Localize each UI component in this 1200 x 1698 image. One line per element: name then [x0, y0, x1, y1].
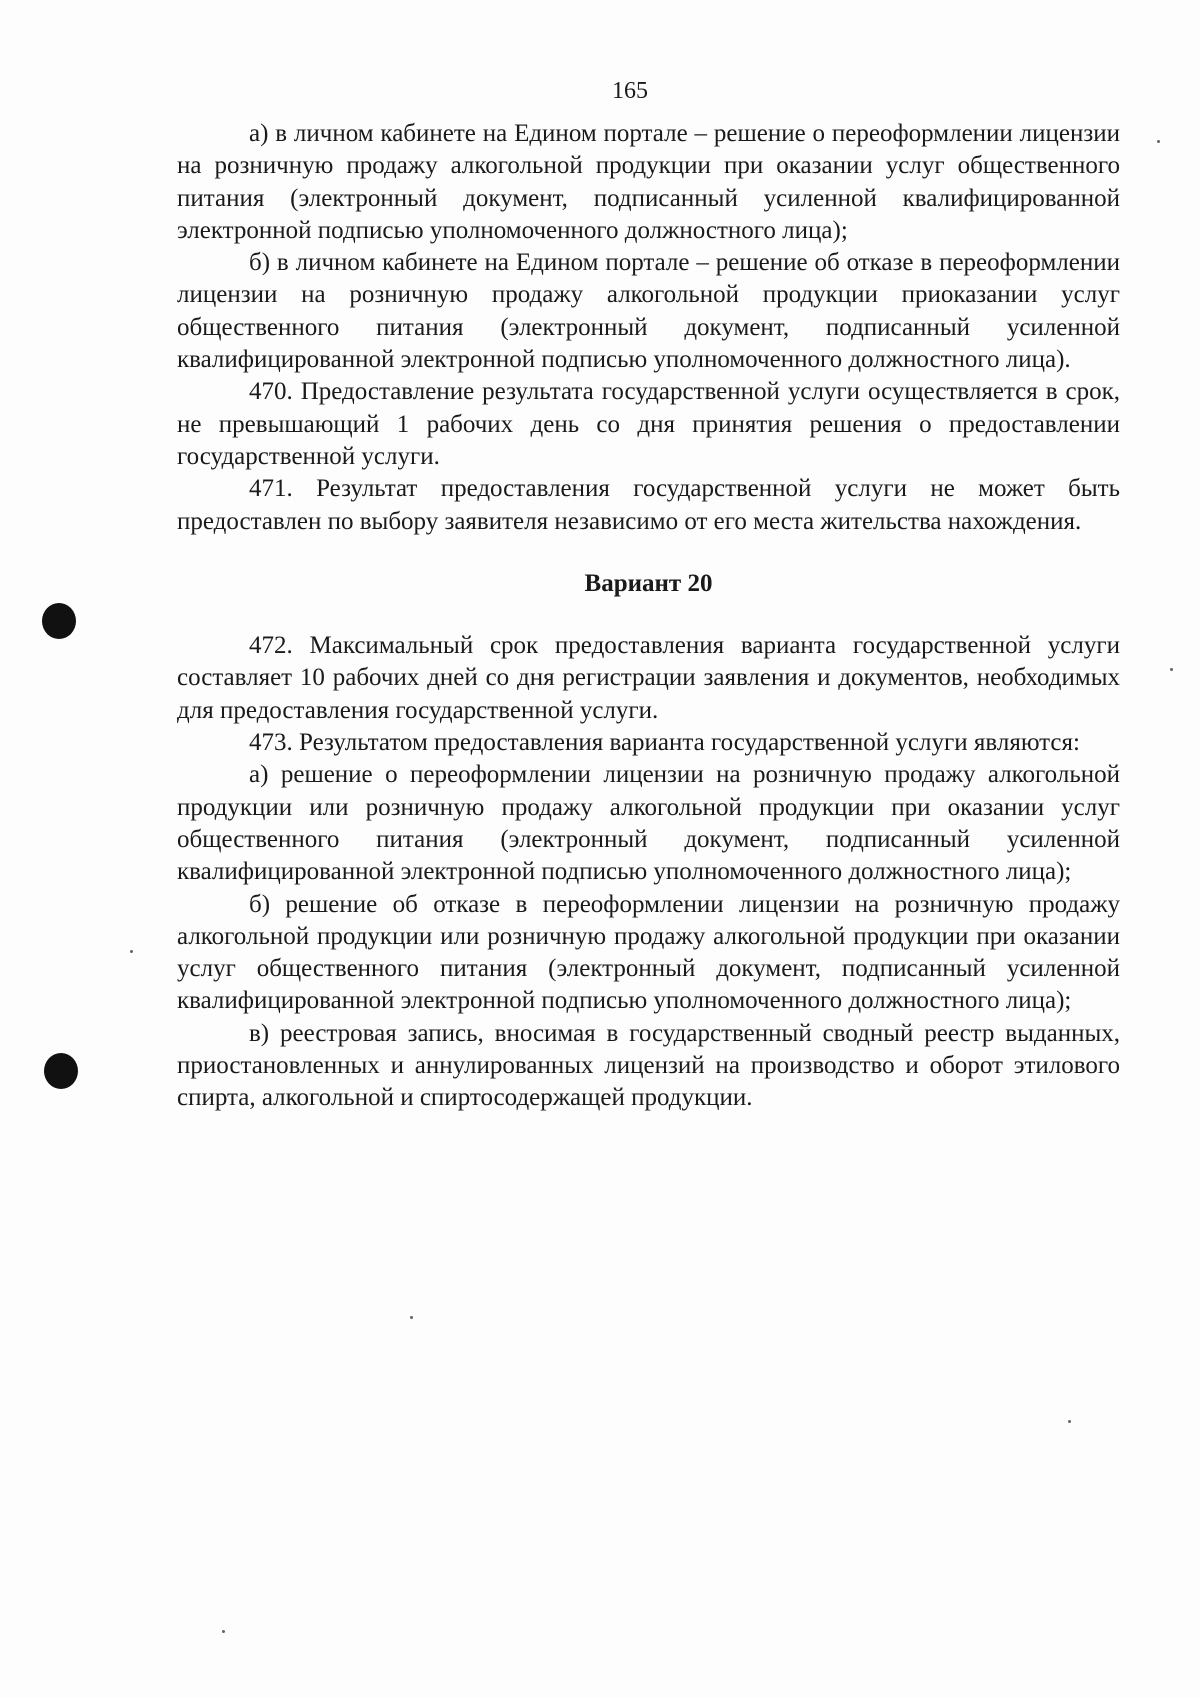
scan-speck — [130, 950, 133, 953]
scan-speck — [222, 1630, 225, 1633]
scan-speck — [1157, 140, 1160, 143]
scan-speck — [1068, 1420, 1071, 1423]
paragraph-471: 471. Результат предоставления государственной услуги не может быть предоставлен по выбору заявителя независимо от его места жительства нахождения. — [177, 475, 1120, 535]
paragraph-472: 472. Максимальный срок предоставления варианта государственной услуги составляет 10 рабочих дней со дня регистрации заявления и документов, необходимых для предоставления государственной услуги. — [177, 632, 1120, 724]
punch-hole-mark — [44, 1053, 78, 1089]
document-body — [177, 118, 1120, 1115]
paragraph-473-v: в) реестровая запись, вносимая в государственный сводный реестр выданных, приостановленных и аннулированных лицензий на производство и оборот этилового спирта, алкогольной и спиртосодержащей продукции. — [177, 1019, 1120, 1112]
paragraph-473: 473. Результатом предоставления варианта государственной услуги являются: — [249, 729, 1080, 757]
paragraph-470: 470. Предоставление результата государственной услуги осуществляется в срок, не превышающий 1 рабочих день со дня принятия решения о предоставлении государственной услуги. — [177, 378, 1120, 470]
page-number: 165 — [612, 78, 648, 104]
scan-speck — [410, 1316, 413, 1319]
paragraph-a-cabinet-decision: а) в личном кабинете на Едином портале – решение о переоформлении лицензии на розничную продажу алкогольной продукции при оказании услуг общественного питания (электронный документ, подписанный усиленной квалифицированной электронной подписью уполномоченного должностного лица); — [177, 120, 1120, 244]
section-heading: Вариант 20 — [584, 569, 713, 597]
scan-speck — [1170, 668, 1173, 671]
punch-hole-mark — [42, 603, 76, 639]
paragraph-473-a: а) решение о переоформлении лицензии на розничную продажу алкогольной продукции или розничную продажу алкогольной продукции при оказании услуг общественного питания (электронный документ, подписанный усиленной квалифицированной электронной подписью уполномоченного должностного лица); — [177, 761, 1120, 886]
paragraph-473-b: б) решение об отказе в переоформлении лицензии на розничную продажу алкогольной продукции или розничную продажу алкогольной продукции при оказании услуг общественного питания (электронный документ, подписанный усиленной квалифицированной электронной подписью уполномоченного должностного лица); — [177, 890, 1120, 1015]
paragraph-b-cabinet-refusal: б) в личном кабинете на Едином портале – решение об отказе в переоформлении лицензии на розничную продажу алкогольной продукции приоказании услуг общественного питания (электронный документ, подписанный усиленной квалифицированной электронной подписью уполномоченного должностного лица). — [177, 249, 1120, 374]
